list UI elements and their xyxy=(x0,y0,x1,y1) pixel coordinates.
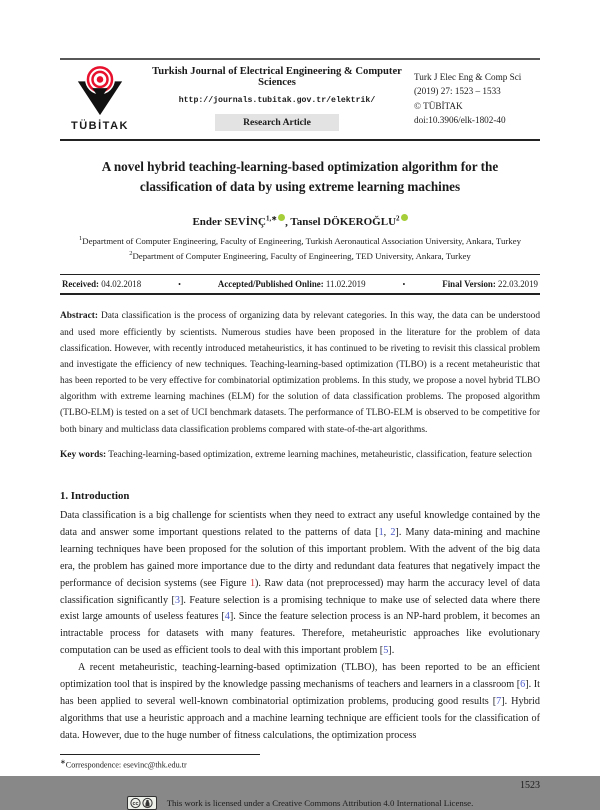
author-2: Tansel DÖKEROĞLU$^2$ xyxy=(290,216,407,228)
citation-link[interactable]: 6 xyxy=(520,679,526,691)
abstract-label: Abstract: xyxy=(60,311,99,322)
citation-link[interactable]: 5 xyxy=(383,645,389,657)
paragraph-text: ]. Feature selection is a promising technique to make use of selected data where there exist large amounts of useless features [ xyxy=(60,594,540,623)
intro-paragraph-1 xyxy=(60,508,540,660)
paragraph-text: Data classification is a big challenge for scientists when they need to extract any useful knowledge contained by the data and answer some important questions related to the patterns of data [ xyxy=(60,509,540,538)
author-1: Ender $SEVİNÇ^{1,∗}$ xyxy=(192,216,285,228)
citation-link[interactable]: 1 xyxy=(378,526,384,538)
intro-paragraph-2 xyxy=(60,660,540,745)
keywords xyxy=(60,447,540,463)
tubitak-logo-icon xyxy=(71,65,129,117)
correspondence-footnote: ∗Correspondence: esevinc@thk.edu.tr xyxy=(60,758,187,770)
paragraph-text: ]. Since the feature selection process is an NP-hard problem, it becomes an intractable process for datasets with many features. Therefore, metaheuristic approaches like evolutionary computation can be used as efficient tools to deal with this important problem [ xyxy=(60,611,540,657)
footnote-rule xyxy=(60,754,260,755)
paragraph-text: ]. It has been applied to several well-known combinatorial optimization problems, producing good results [ xyxy=(60,679,540,708)
citation-link[interactable]: 7 xyxy=(496,696,502,708)
citation-link[interactable]: 3 xyxy=(174,594,181,606)
bullet-separator: • xyxy=(402,279,406,289)
authors-line: Ender $SEVİNÇ^{1,∗}$ , Tansel DÖKEROĞLU$^2$ xyxy=(60,214,540,229)
license-row xyxy=(60,796,540,810)
final-version-date: Final Version: 22.03.2019 xyxy=(442,279,538,290)
journal-abbrev: Turk J Elec Eng & Comp Sci xyxy=(414,72,522,82)
dates-row xyxy=(60,274,540,295)
orcid-icon[interactable] xyxy=(401,214,408,221)
figure-reference-link[interactable]: 1 xyxy=(249,577,256,589)
journal-name: Turkish Journal of Electrical Engineering & Computer Sciences xyxy=(152,66,402,88)
accepted-date: Accepted/Published Online: 11.02.2019 xyxy=(217,279,366,290)
svg-text:cc: cc xyxy=(132,800,139,807)
keywords-label: Key words: xyxy=(60,449,107,460)
affiliations xyxy=(60,234,540,263)
volume-pages: (2019) 27: 1523 – 1533 xyxy=(414,86,501,97)
citation-link[interactable]: 2 xyxy=(390,526,396,538)
bullet-separator: • xyxy=(178,279,181,289)
paper-title: A novel hybrid teaching-learning-based optimization algorithm for the classification of data by using extreme learning machines xyxy=(101,159,499,194)
paragraph-text: ]. xyxy=(388,645,395,657)
paragraph-text: A recent metaheuristic, teaching-learning-based optimization (TLBO), has been reported to be an efficient optimization tool that is inspired by the knowledge passing mechanisms of teachers and learners in a classroom [ xyxy=(60,662,540,691)
header-citation-block xyxy=(414,70,540,127)
abstract xyxy=(60,308,540,437)
header-rule xyxy=(60,139,540,141)
tubitak-logo-text: TÜBİTAK xyxy=(71,120,129,132)
page-number: 1523 xyxy=(520,779,540,791)
affiliation-1: $^1$Department of Computer Engineering, Faculty of Engineering, Turkish Aeronautical Association University, Ankara, Turkey xyxy=(79,235,521,247)
header-center xyxy=(140,66,414,131)
section-heading-introduction: 1. Introduction xyxy=(60,489,130,502)
paragraph-text: ]. Hybrid algorithms that use a heuristic approach and a machine learning technique are efficient tools for the classification of data. However, due to the huge number of fitness calculations, the optimization process xyxy=(60,696,540,741)
copyright-line: © TÜBİTAK xyxy=(414,100,463,111)
article-type-badge: Research Article xyxy=(215,114,339,131)
cc-by-icon[interactable] xyxy=(127,796,157,810)
abstract-text: Data classification is the process of organizing data by relevant categories. In this way, the data can be understood and used more efficiently by scientists. Numerous studies have been proposed in the literature for the problem of data classification. However, with recently introduced metaheuristics, it has continued to be riveting to revisit this classical problem and investigate the efficiency of new techniques. Teaching-learning-based optimization (TLBO) is a recent metaheuristic that has been reported to be very effective for combinatorial optimization problems. In this study, we propose a novel hybrid TLBO algorithm with extreme learning machines (ELM) for the solution of data classification problems. The proposed algorithm (TLBO-ELM) is tested on a set of UCI benchmark datasets. The performance of TLBO-ELM is observed to be competitive for both binary and multiclass data classification problems compared with state-of-the-art algorithms. xyxy=(60,311,541,435)
keywords-text: Teaching-learning-based optimization, extreme learning machines, metaheuristic, classification, feature selection xyxy=(108,449,532,460)
orcid-icon[interactable] xyxy=(278,214,285,221)
doi-link[interactable]: doi:10.3906/elk-1802-40 xyxy=(414,114,506,125)
paragraph-text: ]. Many data-mining and machine learning techniques have been proposed for the solution of this important problem. With the advent of the big data era, the problem has gained more importance due to the dirty and redundant data features that negatively impact the performance of decision systems (see Figure xyxy=(60,526,540,589)
citation-link[interactable]: 4 xyxy=(224,611,230,623)
license-text: This work is licensed under a Creative Commons Attribution 4.0 International License. xyxy=(166,797,474,808)
paragraph-text: , xyxy=(383,526,391,538)
affiliation-2: $^2$Department of Computer Engineering, Faculty of Engineering, TED University, Ankara, Turkey xyxy=(129,249,471,261)
journal-header xyxy=(60,60,540,139)
tubitak-logo xyxy=(60,65,140,132)
received-date: Received: 04.02.2018 xyxy=(62,279,142,290)
journal-url-link[interactable]: http://journals.tubitak.gov.tr/elektrik/ xyxy=(178,96,376,105)
paragraph-text: ). Raw data (not preprocessed) may harm the accuracy level of data classification significantly [ xyxy=(60,577,541,606)
